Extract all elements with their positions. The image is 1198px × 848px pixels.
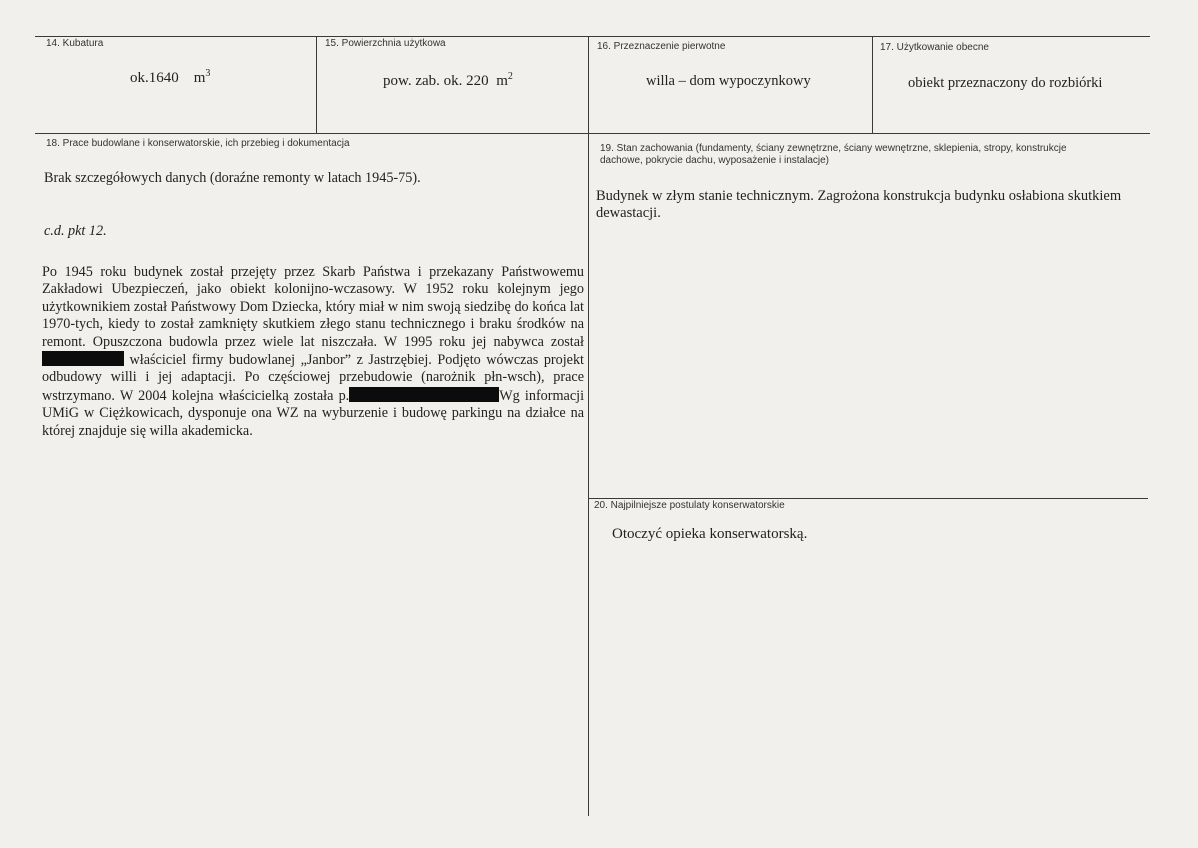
field-15-unit: m [496, 73, 508, 89]
field-18-history-part-2: właściciel firmy budowlanej „Janbor” z Jastrzębiej. Podjęto wówczas projekt odbudowy willi i jej adaptacji. Po częściowej przebudowie (narożnik płn-wsch), prace wstrzymano. W 2004 kolejna właścicielką została p. [42, 352, 585, 404]
row3-top-border [588, 498, 1148, 499]
redacted-name-1 [42, 351, 124, 366]
field-14-value [130, 68, 210, 87]
redacted-name-2 [349, 387, 499, 402]
field-14-number: ok.1640 [130, 70, 179, 86]
col3-divider [872, 36, 873, 133]
field-15-value [383, 71, 513, 90]
top-border [35, 36, 1150, 37]
field-15-label: 15. Powierzchnia użytkowa [325, 38, 446, 49]
field-14-label: 14. Kubatura [46, 38, 104, 49]
field-15-unit-exponent: 2 [507, 71, 513, 82]
col2-divider [588, 36, 589, 816]
field-18-history-paragraph [42, 264, 584, 440]
field-17-label: 17. Użytkowanie obecne [880, 42, 989, 53]
field-16-label: 16. Przeznaczenie pierwotne [597, 41, 726, 52]
field-20-value: Otoczyć opieka konserwatorską. [612, 526, 808, 542]
field-19-value: Budynek w złym stanie technicznym. Zagrożona konstrukcja budynku osłabiona skutkiem dewastacji. [596, 188, 1122, 222]
col1-divider [316, 36, 317, 133]
field-17-value: obiekt przeznaczony do rozbiórki [908, 75, 1103, 91]
field-18-intro: Brak szczegółowych danych (doraźne remonty w latach 1945-75). [44, 170, 421, 186]
field-20-label: 20. Najpilniejsze postulaty konserwatorskie [594, 500, 785, 511]
row1-bottom-border [35, 133, 1150, 134]
field-14-unit: m [193, 70, 206, 86]
field-18-label: 18. Prace budowlane i konserwatorskie, ich przebieg i dokumentacja [46, 138, 350, 149]
field-14-unit-exponent: 3 [205, 68, 211, 79]
field-18-cd: c.d. pkt 12. [44, 223, 107, 239]
field-15-number: pow. zab. ok. 220 [383, 73, 489, 89]
field-18-history-part-3: Wg informacji UMiG w Ciężkowicach, dysponuje ona WZ na wyburzenie i budowę parkingu na działce na której znajduje się willa akademicka. [42, 387, 585, 439]
field-18-history-part-1: Po 1945 roku budynek został przejęty przez Skarb Państwa i przekazany Państwowemu Zakładowi Ubezpieczeń, jako obiekt kolonijno-wczasowy. W 1952 roku kolejnym jego użytkownikiem został Państwowy Dom Dziecka, który miał w nim swoją siedzibę do końca lat 1970-tych, kiedy to został zamknięty skutkiem złego stanu technicznego i braku środków na remont. Opuszczona budowla przez wiele lat niszczała. W 1995 roku jej nabywca został [42, 264, 584, 350]
field-16-value: willa – dom wypoczynkowy [646, 73, 811, 89]
field-19-label: 19. Stan zachowania (fundamenty, ściany zewnętrzne, ściany wewnętrzne, sklepienia, stropy, konstrukcje dachowe, pokrycie dachu, wyposażenie i instalacje) [600, 143, 1067, 166]
